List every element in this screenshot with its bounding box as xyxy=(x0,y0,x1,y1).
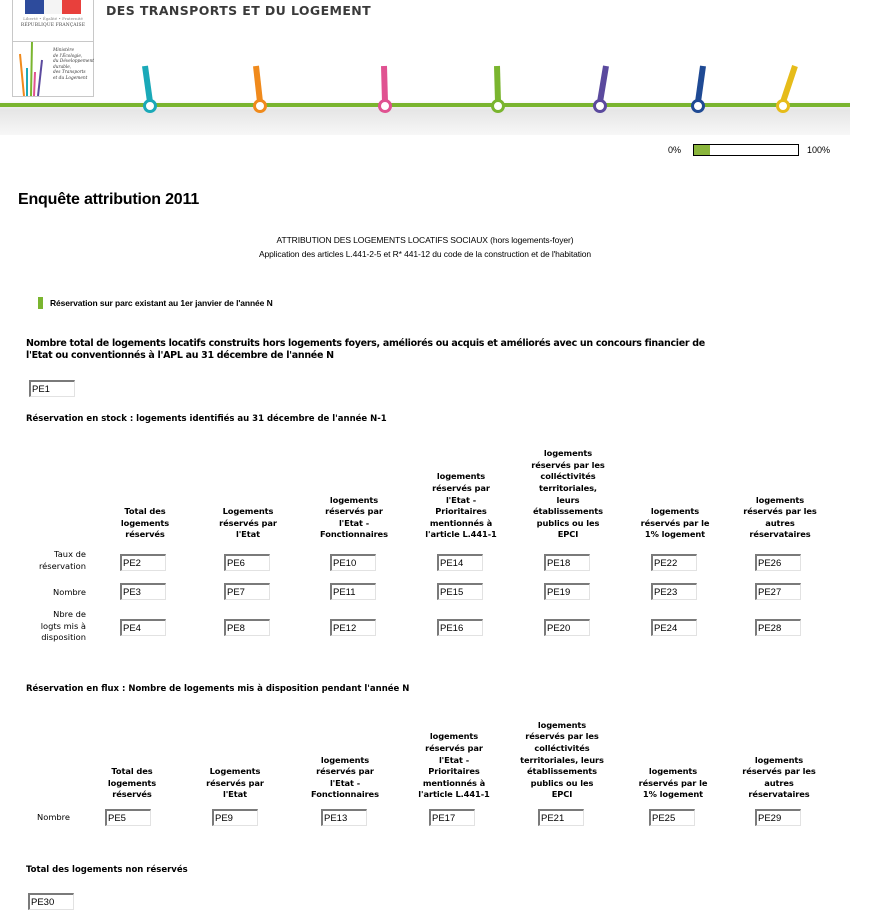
column-header-line: réservataires xyxy=(748,789,810,800)
metro-station-icon xyxy=(693,66,704,112)
column-header-line: logements xyxy=(755,494,805,505)
column-header-line: l'Etat - xyxy=(438,754,470,765)
column-header-line: réservés par xyxy=(325,506,383,517)
column-header-line: l'article L.441-1 xyxy=(425,529,497,540)
column-header-line: EPCI xyxy=(551,789,573,800)
field-pe29[interactable] xyxy=(755,809,801,826)
logo-motto: Liberté • Égalité • Fraternité xyxy=(23,16,83,21)
column-header-line: réservés par xyxy=(219,517,277,528)
metro-lines-decoration xyxy=(0,40,850,120)
question-total-logements xyxy=(26,338,705,362)
field-pe25[interactable] xyxy=(649,809,695,826)
field-pe5[interactable] xyxy=(105,809,151,826)
progress-fill xyxy=(694,145,710,155)
stock-section-title: Réservation en stock : logements identifiés au 31 décembre de l'année N-1 xyxy=(26,414,387,424)
logo-ministry-line: Ministère xyxy=(53,48,74,53)
column-header-line: réservés par les xyxy=(531,459,605,470)
column-header xyxy=(623,766,723,801)
field-pe19[interactable] xyxy=(544,583,590,600)
column-header-line: réservés par les xyxy=(742,766,816,777)
progress-bar xyxy=(693,144,799,156)
field-pe13[interactable] xyxy=(321,809,367,826)
column-header-line: réservataires xyxy=(749,529,811,540)
column-header-line: logements xyxy=(650,506,700,517)
column-header-line: réservés par les xyxy=(525,731,599,742)
logo-ministry-line: des Transports xyxy=(53,70,86,76)
form-subtitle: ATTRIBUTION DES LOGEMENTS LOCATIFS SOCIAUX (hors logements-foyer) xyxy=(276,235,574,245)
logo-republic: RÉPUBLIQUE FRANÇAISE xyxy=(20,23,86,28)
field-pe16[interactable] xyxy=(437,619,483,636)
field-pe9[interactable] xyxy=(212,809,258,826)
column-header-line: établissements xyxy=(526,766,597,777)
column-header xyxy=(625,506,725,541)
column-header xyxy=(95,506,195,541)
column-header xyxy=(295,755,395,801)
field-pe3[interactable] xyxy=(120,583,166,600)
logo-ministry-line: de l'Écologie, xyxy=(53,53,83,59)
non-reserved-title: Total des logements non réservés xyxy=(26,865,188,875)
field-pe20[interactable] xyxy=(544,619,590,636)
column-header-line: réservés par les xyxy=(743,506,817,517)
row-label: Nombre xyxy=(37,812,70,822)
metro-station-icon xyxy=(145,66,156,112)
form-legal-reference: Application des articles L.441-2-5 et R* 441-12 du code de la construction et de l'habitation xyxy=(258,249,592,259)
column-header-line: logements xyxy=(648,766,698,777)
column-header-line: l'Etat - xyxy=(329,777,361,788)
column-header-line: publics ou les xyxy=(530,777,594,788)
metro-station-icon xyxy=(595,66,607,112)
row-label-line: disposition xyxy=(41,632,86,643)
progress-max-label: 100% xyxy=(807,145,831,155)
row-label-line: Nbre de xyxy=(53,609,86,619)
row-label xyxy=(0,549,86,572)
flag-icon xyxy=(25,0,81,14)
column-header-line: autres xyxy=(764,777,794,788)
section-header xyxy=(38,297,273,309)
field-pe23[interactable] xyxy=(651,583,697,600)
column-header-line: colléctivités xyxy=(534,742,590,753)
column-header xyxy=(198,506,298,541)
column-header-line: Prioritaires xyxy=(435,506,487,517)
field-pe26[interactable] xyxy=(755,554,801,571)
row-label-line: réservation xyxy=(38,560,86,571)
column-header-line: réservés par xyxy=(206,777,264,788)
column-header-line: réservés par xyxy=(316,766,374,777)
banner-edge xyxy=(850,0,892,135)
field-pe21[interactable] xyxy=(538,809,584,826)
field-pe24[interactable] xyxy=(651,619,697,636)
column-header-line: logements xyxy=(537,719,587,730)
column-header xyxy=(730,495,830,541)
logo-ministry-line: durable, xyxy=(53,64,72,70)
field-pe10[interactable] xyxy=(330,554,376,571)
column-header-line: réservés xyxy=(125,529,165,540)
column-header-line: territoriales, xyxy=(539,482,597,493)
column-header-line: colléctivités xyxy=(540,471,596,482)
column-header-line: l'Etat xyxy=(236,529,260,540)
column-header-line: mentionnés à xyxy=(429,517,493,528)
column-header-line: réservés par xyxy=(432,482,490,493)
column-header-line: mentionnés à xyxy=(422,777,486,788)
column-header-line: 1% logement xyxy=(642,789,704,800)
column-header-line: territoriales, leurs xyxy=(520,754,604,765)
column-header-line: Logements xyxy=(209,766,261,777)
row-label xyxy=(0,587,86,599)
field-pe14[interactable] xyxy=(437,554,483,571)
column-header-line: Fonctionnaires xyxy=(311,789,379,800)
field-pe7[interactable] xyxy=(224,583,270,600)
column-header-line: Prioritaires xyxy=(428,766,480,777)
column-header-line: logements xyxy=(436,471,486,482)
column-header-line: logements xyxy=(429,731,479,742)
logo-ministry-line: et du Logement xyxy=(53,75,88,81)
column-header-line: réservés par xyxy=(425,742,483,753)
field-pe11[interactable] xyxy=(330,583,376,600)
section-marker-icon xyxy=(38,297,43,309)
column-header-line: l'Etat xyxy=(223,789,247,800)
column-header xyxy=(404,731,504,801)
column-header-line: réservés xyxy=(112,789,152,800)
field-pe17[interactable] xyxy=(429,809,475,826)
logo-ministry-line: du Développement xyxy=(53,59,94,65)
row-label-line: logts mis à xyxy=(40,620,86,631)
question-line: l'Etat ou conventionnés à l'APL au 31 décembre de l'année N xyxy=(26,350,334,361)
column-header-line: Fonctionnaires xyxy=(320,529,388,540)
row-label-line: Taux de xyxy=(54,549,86,559)
column-header-line: l'Etat - xyxy=(338,517,370,528)
column-header-line: leurs xyxy=(556,494,580,505)
metro-station-icon xyxy=(255,66,266,112)
field-pe18[interactable] xyxy=(544,554,590,571)
column-header xyxy=(512,720,612,801)
field-pe12[interactable] xyxy=(330,619,376,636)
column-header-line: réservés par le xyxy=(638,777,708,788)
field-pe1[interactable] xyxy=(29,380,75,397)
question-line: Nombre total de logements locatifs construits hors logements foyers, améliorés ou acquis et améliorés avec un concours financier de xyxy=(26,338,705,349)
row-label-line: Nombre xyxy=(53,587,86,597)
field-pe15[interactable] xyxy=(437,583,483,600)
field-pe22[interactable] xyxy=(651,554,697,571)
column-header-line: EPCI xyxy=(557,529,579,540)
field-pe30[interactable] xyxy=(28,893,74,910)
column-header-line: logements xyxy=(320,754,370,765)
column-header-line: Logements xyxy=(222,506,274,517)
column-header xyxy=(729,755,829,801)
column-header-line: Total des xyxy=(124,506,166,517)
column-header-line: Total des xyxy=(111,766,153,777)
column-header xyxy=(82,766,182,801)
metro-station-icon xyxy=(380,66,391,112)
progress-min-label: 0% xyxy=(668,145,682,155)
column-header-line: logements xyxy=(754,754,804,765)
column-header-line: logements xyxy=(107,777,157,788)
field-pe2[interactable] xyxy=(120,554,166,571)
column-header-line: réservés par le xyxy=(640,517,710,528)
column-header xyxy=(185,766,285,801)
column-header-line: l'Etat - xyxy=(445,494,477,505)
column-header-line: autres xyxy=(765,517,795,528)
field-pe6[interactable] xyxy=(224,554,270,571)
column-header-line: l'article L.441-1 xyxy=(418,789,490,800)
column-header xyxy=(304,495,404,541)
column-header-line: 1% logement xyxy=(644,529,706,540)
field-pe4[interactable] xyxy=(120,619,166,636)
ministry-title: DES TRANSPORTS ET DU LOGEMENT xyxy=(106,3,372,18)
column-header-line: logements xyxy=(543,448,593,459)
column-header-line: logements xyxy=(120,517,170,528)
column-header xyxy=(411,471,511,541)
flux-section-title: Réservation en flux : Nombre de logements mis à disposition pendant l'année N xyxy=(26,684,410,694)
field-pe27[interactable] xyxy=(755,583,801,600)
metro-station-icon xyxy=(493,66,504,112)
column-header-line: logements xyxy=(329,494,379,505)
row-label xyxy=(0,609,86,644)
column-header-line: établissements xyxy=(532,506,603,517)
column-header-line: publics ou les xyxy=(536,517,600,528)
field-pe8[interactable] xyxy=(224,619,270,636)
field-pe28[interactable] xyxy=(755,619,801,636)
section-label: Réservation sur parc existant au 1er janvier de l'année N xyxy=(50,298,273,308)
progress-indicator xyxy=(668,144,830,156)
page-title: Enquête attribution 2011 xyxy=(18,191,200,208)
column-header xyxy=(518,448,618,541)
